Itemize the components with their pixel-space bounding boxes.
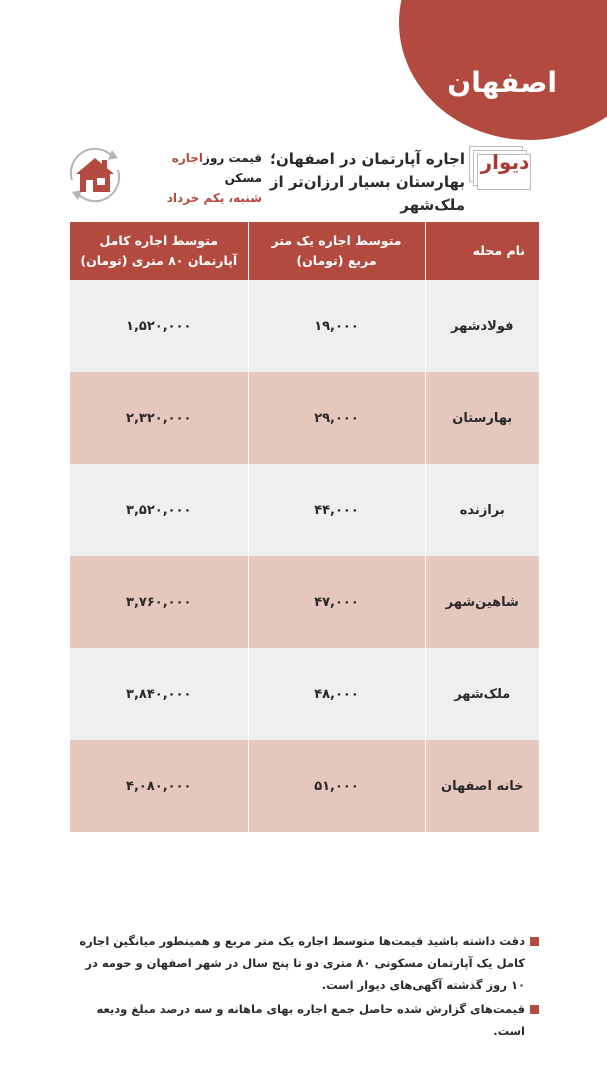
footnote <box>69 930 539 996</box>
house-refresh-icon <box>62 142 128 208</box>
subtitle-suffix: مسکن <box>224 171 262 185</box>
cell-full-rent: ۳,۸۴۰,۰۰۰ <box>70 648 248 740</box>
table-row <box>70 464 539 556</box>
cell-full-rent: ۱,۵۲۰,۰۰۰ <box>70 280 248 372</box>
bullet-square-icon <box>530 937 539 946</box>
cell-neighborhood: خانه اصفهان <box>425 740 539 832</box>
cell-neighborhood: شاهین‌شهر <box>425 556 539 648</box>
city-name: اصفهان <box>447 66 557 99</box>
divar-logo <box>471 146 535 194</box>
table-row <box>70 740 539 832</box>
header-neighborhood: نام محله <box>425 222 539 280</box>
subtitle-accent: اجاره <box>171 151 204 165</box>
cell-per-meter: ۲۹,۰۰۰ <box>248 372 425 464</box>
cell-neighborhood: فولادشهر <box>425 280 539 372</box>
table-row <box>70 372 539 464</box>
subtitle-date: شنبه، یکم خرداد <box>166 191 262 205</box>
cell-full-rent: ۴,۰۸۰,۰۰۰ <box>70 740 248 832</box>
cell-neighborhood: بهارستان <box>425 372 539 464</box>
footnote-text: قیمت‌های گزارش شده حاصل جمع اجاره بهای ماهانه و سه درصد مبلغ ودیعه است. <box>96 1002 525 1038</box>
cell-neighborhood: ملک‌شهر <box>425 648 539 740</box>
headline: اجاره آپارتمان در اصفهان؛ بهارستان بسیار ارزان‌تر از ملک‌شهر <box>269 150 465 214</box>
cell-full-rent: ۲,۳۲۰,۰۰۰ <box>70 372 248 464</box>
cell-per-meter: ۱۹,۰۰۰ <box>248 280 425 372</box>
subtitle <box>142 148 262 208</box>
rent-price-table <box>70 222 539 832</box>
logo-text: دیوار <box>480 150 530 174</box>
footnote <box>69 998 539 1042</box>
cell-per-meter: ۴۷,۰۰۰ <box>248 556 425 648</box>
footnote-text: دقت داشته باشید قیمت‌ها متوسط اجاره یک متر مربع و همینطور میانگین اجاره کامل یک آپارتمان مسکونی ۸۰ متری دو تا پنج سال در شهر اصفهان و حومه در ۱۰ روز گذشته آگهی‌های دیوار است. <box>79 934 525 992</box>
header-full-rent: متوسط اجاره کامل آپارتمان ۸۰ متری (تومان) <box>70 222 248 280</box>
table-row <box>70 556 539 648</box>
bullet-square-icon <box>530 1005 539 1014</box>
footnotes <box>69 930 539 1044</box>
cell-full-rent: ۳,۷۶۰,۰۰۰ <box>70 556 248 648</box>
header-per-meter: متوسط اجاره یک متر مربع (تومان) <box>248 222 425 280</box>
cell-full-rent: ۳,۵۲۰,۰۰۰ <box>70 464 248 556</box>
cell-neighborhood: برازنده <box>425 464 539 556</box>
cell-per-meter: ۴۴,۰۰۰ <box>248 464 425 556</box>
subtitle-prefix: قیمت روز <box>203 151 262 165</box>
table-row <box>70 280 539 372</box>
cell-per-meter: ۵۱,۰۰۰ <box>248 740 425 832</box>
table-row <box>70 648 539 740</box>
cell-per-meter: ۴۸,۰۰۰ <box>248 648 425 740</box>
table-header-row <box>70 222 539 280</box>
